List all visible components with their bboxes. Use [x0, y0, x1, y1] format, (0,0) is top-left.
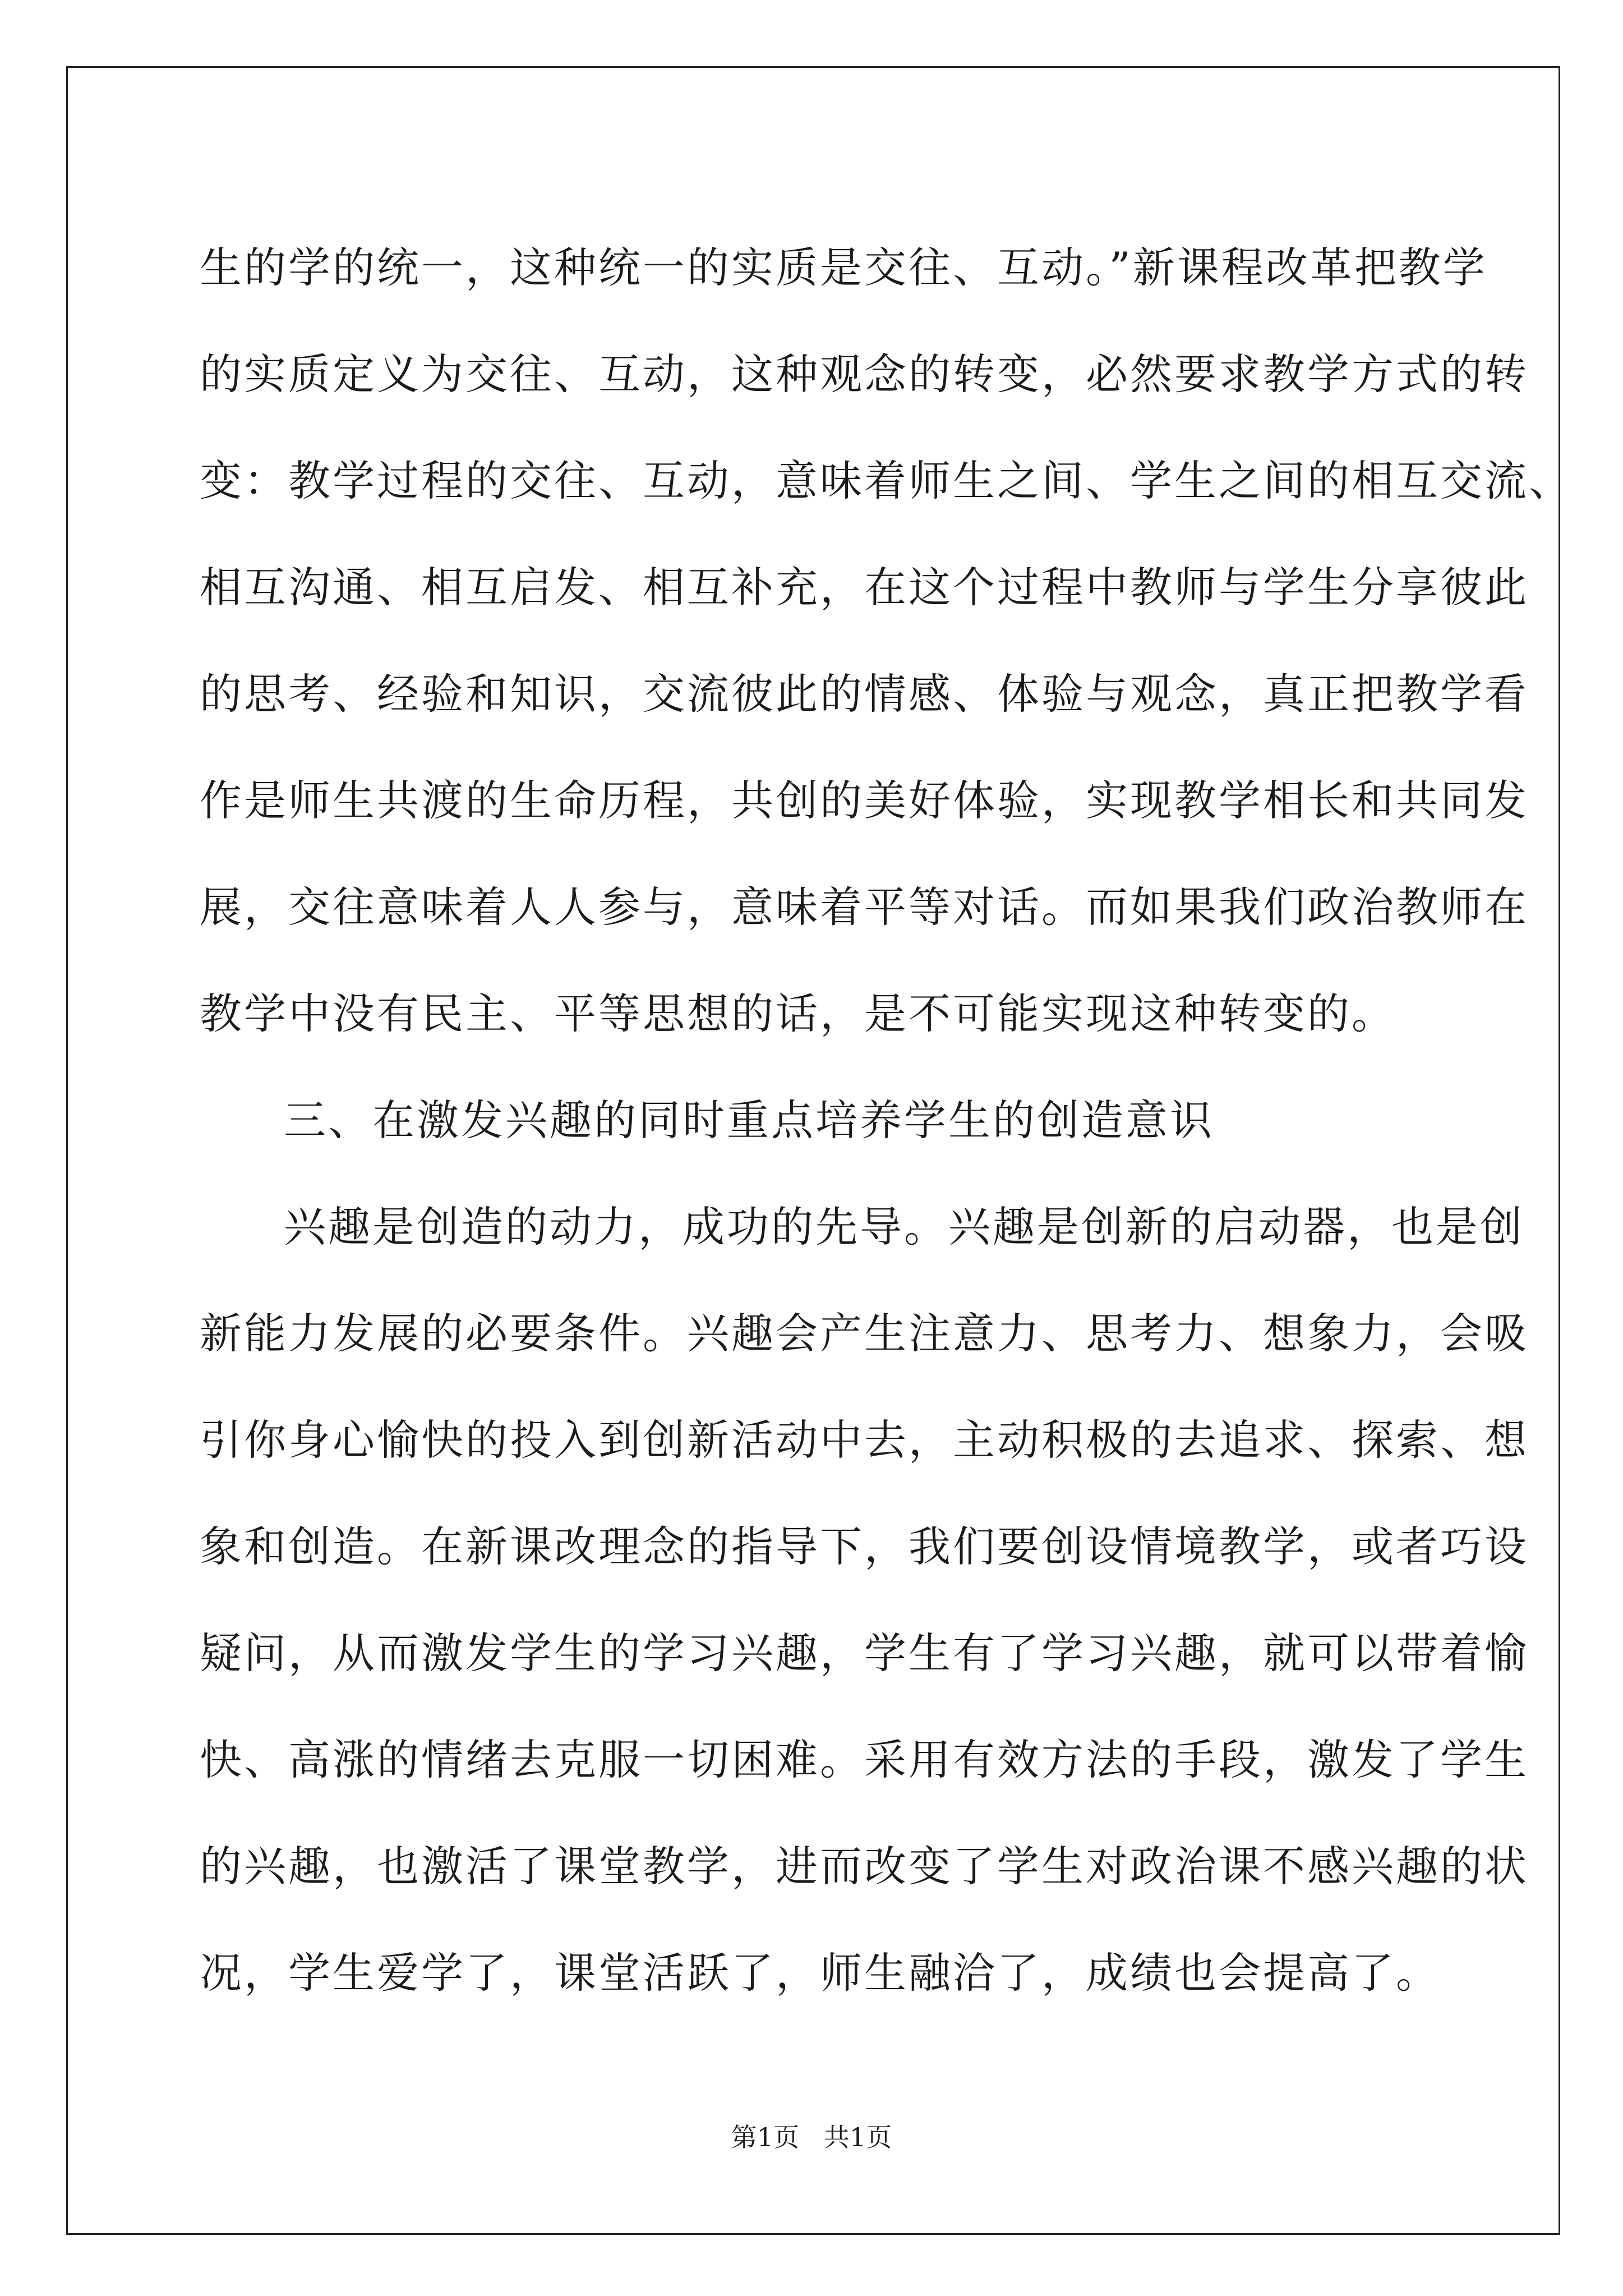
body-line: 新能力发展的必要条件。兴趣会产生注意力、思考力、想象力，会吸 [200, 1309, 1529, 1358]
body-line: 变：教学过程的交往、互动，意味着师生之间、学生之间的相互交流、 [200, 456, 1574, 505]
page-number: 第1页 共1页 [731, 2122, 892, 2152]
body-line: 引你身心愉快的投入到创新活动中去，主动积极的去追求、探索、想 [200, 1415, 1529, 1465]
body-line: 况，学生爱学了，课堂活跃了，师生融洽了，成绩也会提高了。 [200, 1948, 1441, 1998]
body-line: 教学中没有民主、平等思想的话，是不可能实现这种转变的。 [200, 989, 1396, 1038]
body-line: 的思考、经验和知识，交流彼此的情感、体验与观念，真正把教学看 [200, 669, 1529, 719]
body-line: 作是师生共渡的生命历程，共创的美好体验，实现教学相长和共同发 [200, 776, 1529, 825]
body-line: 相互沟通、相互启发、相互补充，在这个过程中教师与学生分享彼此 [200, 563, 1529, 612]
body-line: 象和创造。在新课改理念的指导下，我们要创设情境教学，或者巧设 [200, 1522, 1529, 1571]
body-line: 快、高涨的情绪去克服一切困难。采用有效方法的手段，激发了学生 [200, 1735, 1529, 1784]
paragraph-start-line: 兴趣是创造的动力，成功的先导。兴趣是创新的启动器，也是创 [284, 1202, 1525, 1251]
body-line: 疑问，从而激发学生的学习兴趣，学生有了学习兴趣，就可以带着愉 [200, 1628, 1529, 1678]
section-heading: 三、在激发兴趣的同时重点培养学生的创造意识 [284, 1096, 1215, 1145]
document-body [200, 214, 1574, 2026]
body-line: 展，交往意味着人人参与，意味着平等对话。而如果我们政治教师在 [200, 882, 1529, 932]
page-footer [0, 2120, 1623, 2154]
body-line: 的兴趣，也激活了课堂教学，进而改变了学生对政治课不感兴趣的状 [200, 1842, 1529, 1891]
body-line: 生的学的统一，这种统一的实质是交往、互动。”新课程改革把教学 [200, 243, 1487, 292]
body-line: 的实质定义为交往、互动，这种观念的转变，必然要求教学方式的转 [200, 349, 1529, 399]
